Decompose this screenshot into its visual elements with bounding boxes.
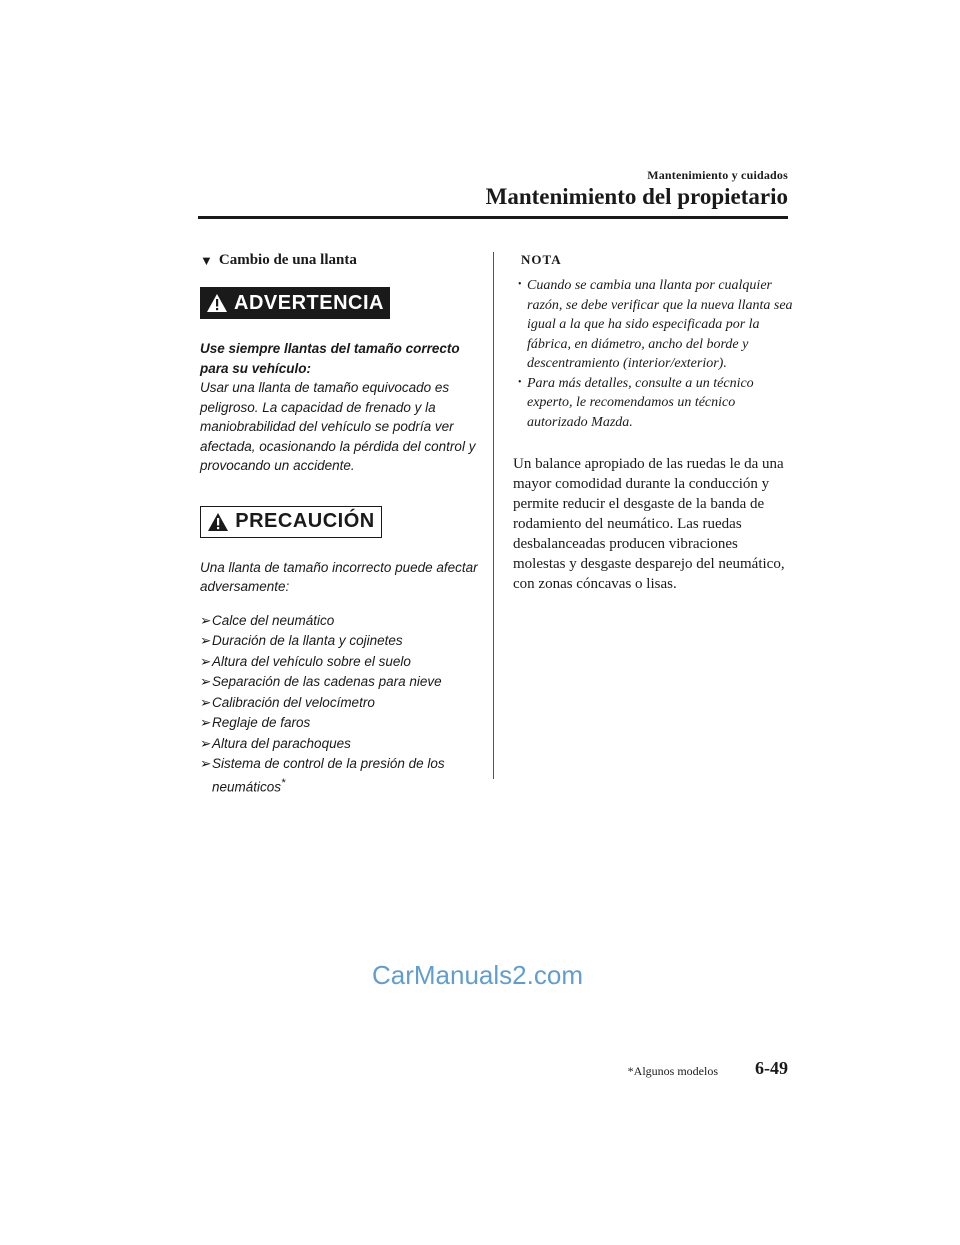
warning-banner-text: ADVERTENCIA: [234, 291, 384, 314]
left-column: [200, 252, 480, 798]
list-item: ➢ Reglaje de faros: [200, 713, 480, 733]
triangle-marker-icon: ▼: [200, 252, 213, 268]
warning-banner: [200, 287, 390, 319]
warning-text-block: [200, 339, 480, 476]
section-header: Mantenimiento del propietario: [485, 184, 788, 209]
arrow-bullet-icon: ➢: [200, 653, 212, 669]
caution-banner-text: PRECAUCIÓN: [235, 510, 375, 532]
header-rule: [198, 216, 788, 219]
list-item: ➢ Calibración del velocímetro: [200, 693, 480, 713]
list-item: ➢ Separación de las cadenas para nieve: [200, 672, 480, 692]
arrow-bullet-icon: ➢: [200, 715, 212, 730]
caution-text-block: [200, 558, 480, 797]
section-title-text: Cambio de una llanta: [218, 252, 357, 268]
right-column: [513, 252, 793, 594]
caution-lead: Una llanta de tamaño incorrecto puede afectar adversamente:: [200, 559, 478, 594]
arrow-bullet-icon: ➢: [200, 735, 212, 751]
caution-list: [200, 611, 480, 797]
bullet-dot-icon: •: [518, 279, 522, 290]
page-number: 6-49: [755, 1058, 788, 1078]
chapter-header: Mantenimiento y cuidados: [647, 168, 788, 182]
arrow-bullet-icon: ➢: [200, 674, 212, 689]
body-paragraph: Un balance apropiado de las ruedas le da una mayor comodidad durante la conducción y permite reducir el desgaste de la banda de rodamiento del neumático. Las ruedas desbalanceadas producen vibraciones molestas y desgaste desparejo del neumático, con zonas cóncavas o lisas.: [513, 456, 785, 592]
bullet-dot-icon: •: [518, 376, 522, 388]
caution-banner: [200, 506, 382, 538]
list-item: ➢ Altura del parachoques: [200, 734, 480, 754]
warning-text: Usar una llanta de tamaño equivocado es peligroso. La capacidad de frenado y la maniobrabilidad del vehículo se podría ver afectada, ocasionando la pérdida del control y provocando un accidente.: [200, 380, 476, 473]
warning-triangle-icon: [206, 293, 228, 313]
list-item: • Para más detalles, consulte a un técnico experto, le recomendamos un técnico autorizado Mazda.: [513, 374, 793, 433]
footer-note: *Algunos modelos: [627, 1064, 718, 1078]
arrow-bullet-icon: ➢: [200, 694, 212, 710]
note-list: [513, 276, 793, 432]
arrow-bullet-icon: ➢: [200, 612, 212, 628]
list-item: ➢ Altura del vehículo sobre el suelo: [200, 652, 480, 672]
column-divider: [493, 252, 494, 779]
list-item: ➢ Duración de la llanta y cojinetes: [200, 631, 480, 651]
asterisk-mark: *: [281, 776, 286, 789]
watermark-link[interactable]: CarManuals2.com: [372, 960, 583, 990]
arrow-bullet-icon: ➢: [200, 633, 212, 648]
list-item: ➢ Sistema de control de la presión de los neumáticos*: [200, 756, 445, 794]
warning-lead: Use siempre llantas del tamaño correcto para su vehículo:: [200, 341, 460, 376]
section-title: [200, 252, 480, 269]
arrow-bullet-icon: ➢: [200, 756, 212, 771]
warning-triangle-icon: [207, 512, 229, 532]
list-item: • Cuando se cambia una llanta por cualquier razón, se debe verificar que la nueva llanta sea igual a la que ha sido especificada por la fábrica, en diámetro, ancho del borde y descentramiento (interior/exterior).: [513, 276, 793, 374]
list-item: ➢ Calce del neumático: [200, 611, 480, 631]
note-title: NOTA: [521, 252, 562, 267]
